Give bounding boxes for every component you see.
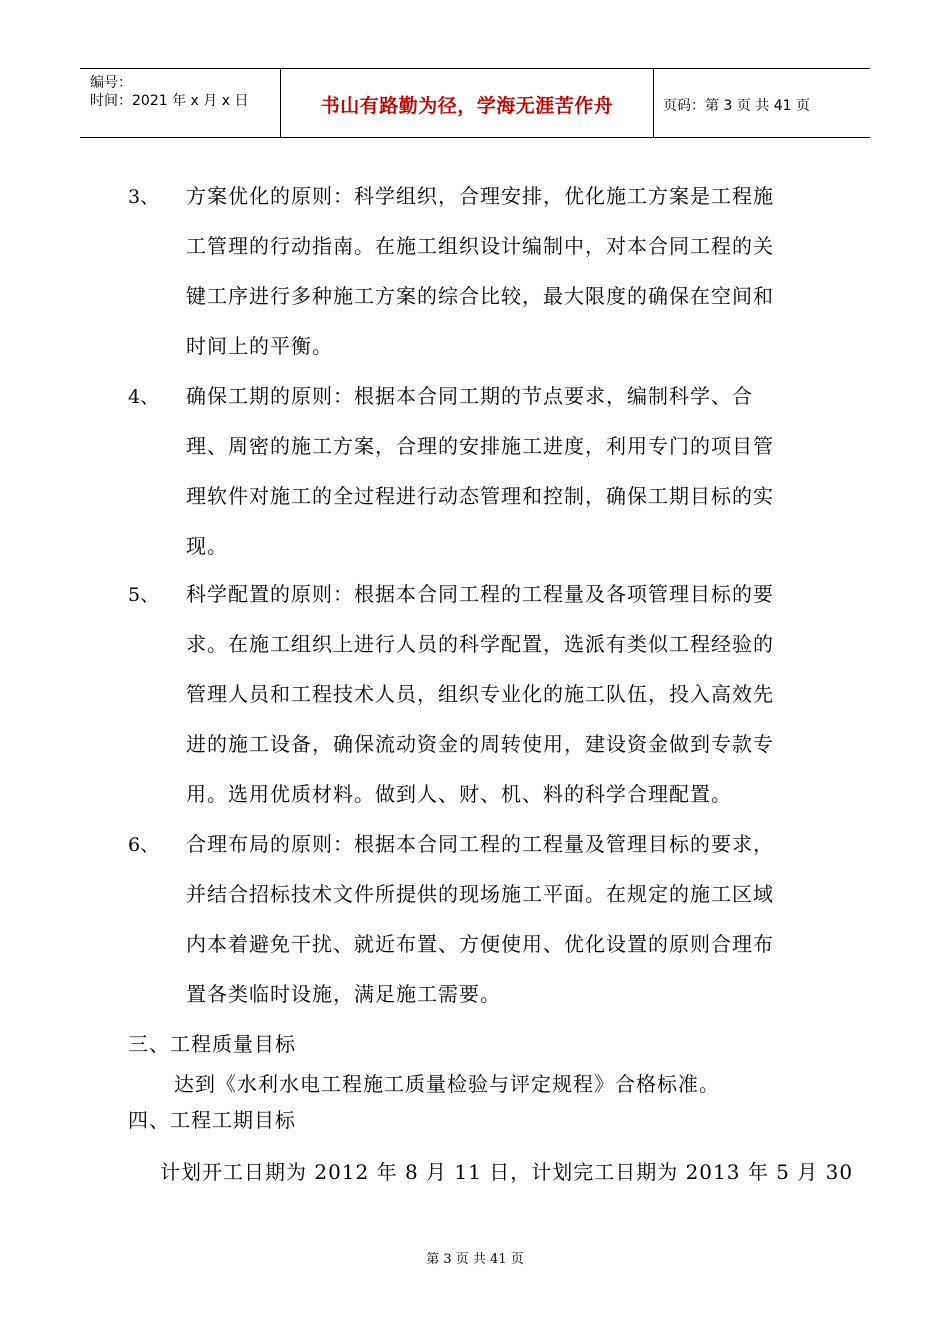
paragraph-line: 内本着避免干扰、就近布置、方便使用、优化设置的原则合理布 — [186, 932, 774, 956]
section-heading-schedule: 四、工程工期目标 — [128, 1108, 296, 1132]
paragraph-line: 科学配置的原则：根据本合同工程的工程量及各项管理目标的要 — [186, 582, 774, 606]
document-number-label: 编号： — [90, 75, 132, 91]
header-motto: 书山有路勤为径，学海无涯苦作舟 — [320, 95, 614, 117]
paragraph-line: 理、周密的施工方案，合理的安排施工进度，利用专门的项目管 — [186, 434, 774, 458]
section-text-schedule: 计划开工日期为 2012 年 8 月 11 日，计划完工日期为 2013 年 5 月 30 — [160, 1160, 854, 1184]
page-header — [80, 68, 870, 138]
paragraph-line: 工管理的行动指南。在施工组织设计编制中，对本合同工程的关 — [186, 234, 774, 258]
paragraph-line: 理软件对施工的全过程进行动态管理和控制，确保工期目标的实 — [186, 484, 774, 508]
paragraph-line: 合理布局的原则：根据本合同工程的工程量及管理目标的要求， — [186, 832, 774, 856]
paragraph-line: 置各类临时设施，满足施工需要。 — [186, 982, 501, 1006]
paragraph-line: 管理人员和工程技术人员，组织专业化的施工队伍，投入高效先 — [186, 682, 774, 706]
section-text-quality: 达到《水利水电工程施工质量检验与评定规程》合格标准。 — [174, 1072, 720, 1096]
paragraph-line: 现。 — [186, 534, 228, 558]
header-meta-cell — [80, 69, 280, 137]
item-number: 6、 — [128, 834, 160, 856]
item-number: 5、 — [128, 584, 160, 606]
paragraph-line: 确保工期的原则：根据本合同工期的节点要求，编制科学、合 — [186, 384, 753, 408]
item-number: 3、 — [128, 186, 160, 208]
item-number: 4、 — [128, 386, 160, 408]
section-heading-quality: 三、工程质量目标 — [128, 1032, 296, 1056]
page-footer: 第 3 页 共 41 页 — [426, 1252, 524, 1267]
header-page-cell — [653, 69, 870, 137]
header-motto-cell — [280, 69, 654, 137]
paragraph-line: 键工序进行多种施工方案的综合比较，最大限度的确保在空间和 — [186, 284, 774, 308]
paragraph-line: 并结合招标技术文件所提供的现场施工平面。在规定的施工区域 — [186, 882, 774, 906]
paragraph-line: 用。选用优质材料。做到人、财、机、料的科学合理配置。 — [186, 782, 732, 806]
paragraph-line: 求。在施工组织上进行人员的科学配置，选派有类似工程经验的 — [186, 632, 774, 656]
paragraph-line: 方案优化的原则：科学组织，合理安排，优化施工方案是工程施 — [186, 184, 774, 208]
paragraph-line: 时间上的平衡。 — [186, 334, 333, 358]
header-page-info: 页码：第 3 页 共 41 页 — [663, 98, 810, 114]
document-time-label: 时间：2021 年 x 月 x 日 — [90, 93, 249, 109]
paragraph-line: 进的施工设备，确保流动资金的周转使用，建设资金做到专款专 — [186, 732, 774, 756]
